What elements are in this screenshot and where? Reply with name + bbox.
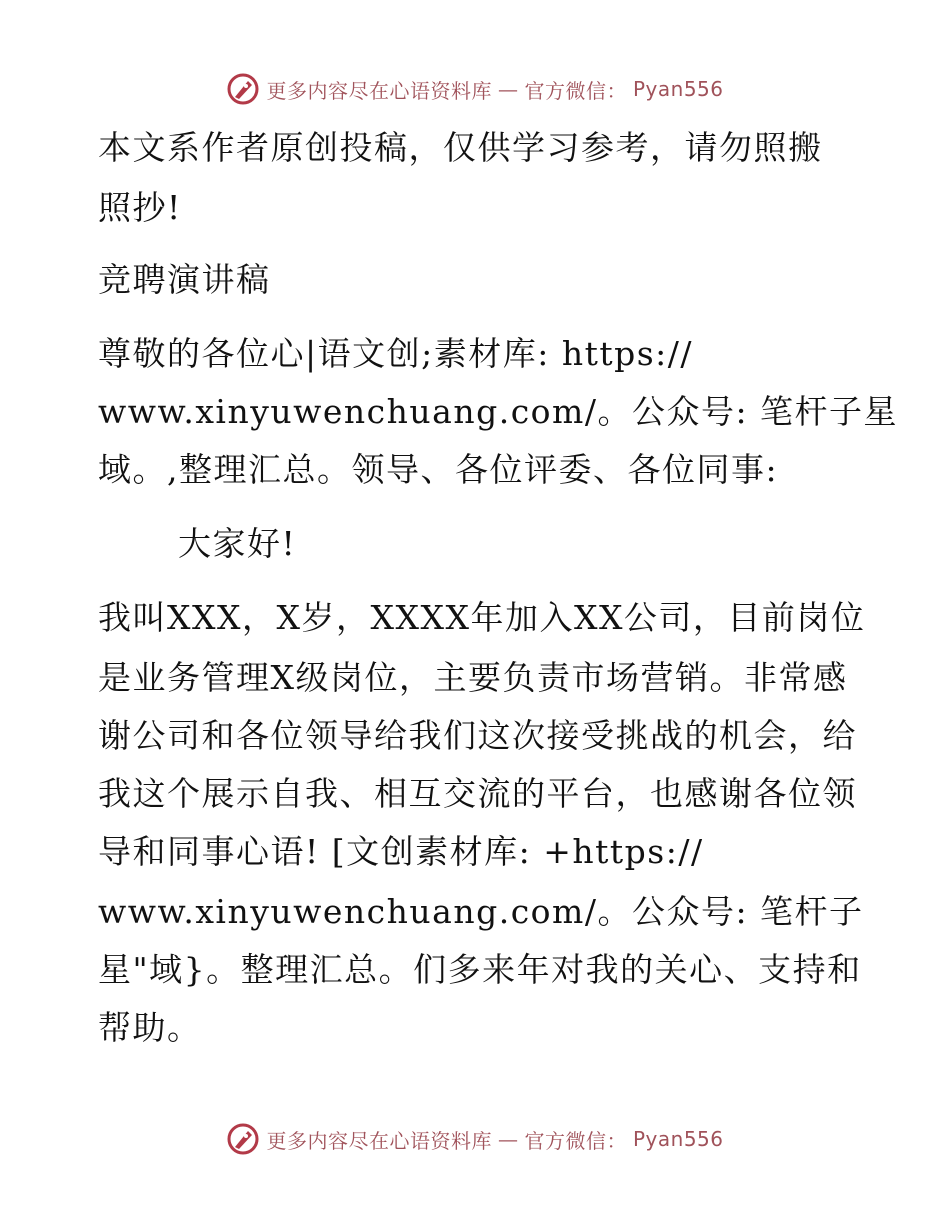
- watermark-dash: —: [497, 77, 519, 101]
- body-line: 导和同事心语! [文创素材库: +https://: [98, 832, 704, 871]
- body-line: 尊敬的各位心|语文创;素材库: https://: [98, 334, 694, 373]
- footer-watermark: [0, 1120, 950, 1158]
- body-line: 本文系作者原创投稿，仅供学习参考，请勿照搬: [98, 128, 823, 167]
- wechat-label: 官方微信：: [524, 78, 627, 103]
- body-line: 星"域}。整理汇总。们多来年对我的关心、支持和: [98, 950, 862, 989]
- header-watermark: [0, 70, 950, 108]
- body-line: 域。,整理汇总。领导、各位评委、各位同事:: [98, 450, 779, 489]
- body-line: www.xinyuwenchuang.com/。公众号: 笔杆子: [98, 892, 864, 931]
- pen-nib-logo-icon: [226, 72, 260, 106]
- wechat-label: 官方微信：: [524, 1128, 627, 1153]
- wechat-id: Pyan556: [632, 77, 724, 101]
- body-line: 帮助。: [98, 1008, 202, 1047]
- body-line: 我叫XXX，X岁，XXXX年加入XX公司，目前岗位: [98, 598, 866, 637]
- body-line: 照抄!: [98, 188, 182, 227]
- body-line: 我这个展示自我、相互交流的平台，也感谢各位领: [98, 774, 857, 813]
- body-line: 是业务管理X级岗位，主要负责市场营销。非常感: [98, 658, 848, 697]
- body-line: 谢公司和各位领导给我们这次接受挑战的机会，给: [98, 716, 857, 755]
- wechat-id: Pyan556: [632, 1127, 724, 1151]
- section-title: 竞聘演讲稿: [98, 260, 271, 299]
- pen-nib-logo-icon: [226, 1122, 260, 1156]
- watermark-text: 更多内容尽在心语资料库: [266, 1128, 492, 1153]
- watermark-text: 更多内容尽在心语资料库: [266, 78, 492, 103]
- greeting: 大家好!: [178, 524, 297, 563]
- watermark-dash: —: [497, 1127, 519, 1151]
- body-line: www.xinyuwenchuang.com/。公众号: 笔杆子星: [98, 392, 899, 431]
